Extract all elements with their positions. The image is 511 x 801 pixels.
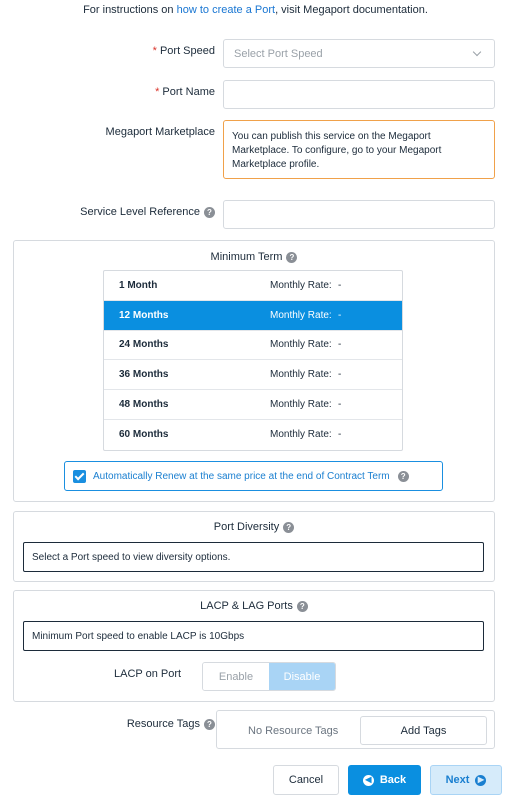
term-row-12-months[interactable]: 12 Months Monthly Rate: - bbox=[104, 301, 402, 331]
required-mark: * bbox=[155, 86, 160, 98]
auto-renew-label: Automatically Renew at the same price at the end of Contract Term bbox=[93, 470, 390, 482]
term-row-60-months[interactable]: 60 Months Monthly Rate: - bbox=[119, 429, 342, 441]
marketplace-label: Megaport Marketplace bbox=[105, 126, 215, 138]
required-mark: * bbox=[152, 45, 157, 57]
port-diversity-panel bbox=[13, 511, 495, 582]
port-diversity-message: Select a Port speed to view diversity options. bbox=[23, 542, 484, 572]
port-name-input[interactable] bbox=[223, 80, 495, 109]
port-diversity-title: Port Diversity ? bbox=[14, 521, 494, 533]
port-speed-placeholder: Select Port Speed bbox=[234, 47, 323, 60]
check-icon[interactable] bbox=[73, 470, 86, 483]
term-row-36-months[interactable]: 36 Months Monthly Rate: - bbox=[104, 360, 402, 390]
question-circle-icon[interactable]: ? bbox=[283, 522, 294, 533]
question-circle-icon[interactable]: ? bbox=[204, 207, 215, 218]
minimum-term-table bbox=[103, 270, 403, 451]
term-row-48-months[interactable]: 48 Months Monthly Rate: - bbox=[104, 390, 402, 420]
cancel-button[interactable]: Cancel bbox=[273, 765, 339, 795]
service-level-reference-label: Service Level Reference ? bbox=[80, 206, 215, 218]
no-resource-tags-text: No Resource Tags bbox=[248, 725, 339, 737]
resource-tags-box bbox=[216, 710, 495, 749]
lacp-on-port-label: LACP on Port bbox=[114, 668, 182, 680]
create-port-link[interactable]: how to create a Port bbox=[176, 4, 276, 16]
port-speed-select[interactable] bbox=[223, 39, 495, 68]
minimum-term-panel bbox=[13, 240, 495, 502]
minimum-term-title: Minimum Term ? bbox=[14, 251, 494, 263]
marketplace-notice: You can publish this service on the Megaport Marketplace. To configure, go to your Megaport Marketplace profile. bbox=[223, 120, 495, 179]
question-circle-icon[interactable]: ? bbox=[286, 252, 297, 263]
port-speed-label: * Port Speed bbox=[152, 45, 215, 57]
service-level-reference-input[interactable] bbox=[223, 200, 495, 229]
lacp-disable-button[interactable]: Disable bbox=[269, 663, 335, 690]
auto-renew-checkbox[interactable] bbox=[64, 461, 443, 491]
port-name-label: * Port Name bbox=[155, 86, 215, 98]
add-tags-button[interactable]: Add Tags bbox=[360, 716, 487, 745]
intro-prefix: For instructions on bbox=[83, 4, 177, 16]
lacp-enable-button[interactable]: Enable bbox=[203, 663, 269, 690]
intro-text bbox=[0, 4, 511, 16]
lacp-panel bbox=[13, 590, 495, 702]
term-row-24-months[interactable]: 24 Months Monthly Rate: - bbox=[104, 331, 402, 361]
question-circle-icon[interactable]: ? bbox=[398, 471, 409, 482]
arrow-right-circle-icon: ▶ bbox=[475, 775, 486, 786]
lacp-message: Minimum Port speed to enable LACP is 10Gbps bbox=[23, 621, 484, 651]
arrow-left-circle-icon: ◀ bbox=[363, 775, 374, 786]
question-circle-icon[interactable]: ? bbox=[204, 719, 215, 730]
next-button[interactable]: Next ▶ bbox=[430, 765, 502, 795]
question-circle-icon[interactable]: ? bbox=[297, 601, 308, 612]
intro-suffix: , visit Megaport documentation. bbox=[275, 4, 428, 16]
term-row-1-month[interactable]: 1 Month Monthly Rate: - bbox=[104, 271, 402, 301]
resource-tags-label: Resource Tags ? bbox=[127, 718, 215, 730]
lacp-title: LACP & LAG Ports ? bbox=[14, 600, 494, 612]
back-button[interactable]: ◀ Back bbox=[348, 765, 421, 795]
chevron-down-icon bbox=[473, 48, 481, 56]
lacp-toggle bbox=[202, 662, 336, 691]
